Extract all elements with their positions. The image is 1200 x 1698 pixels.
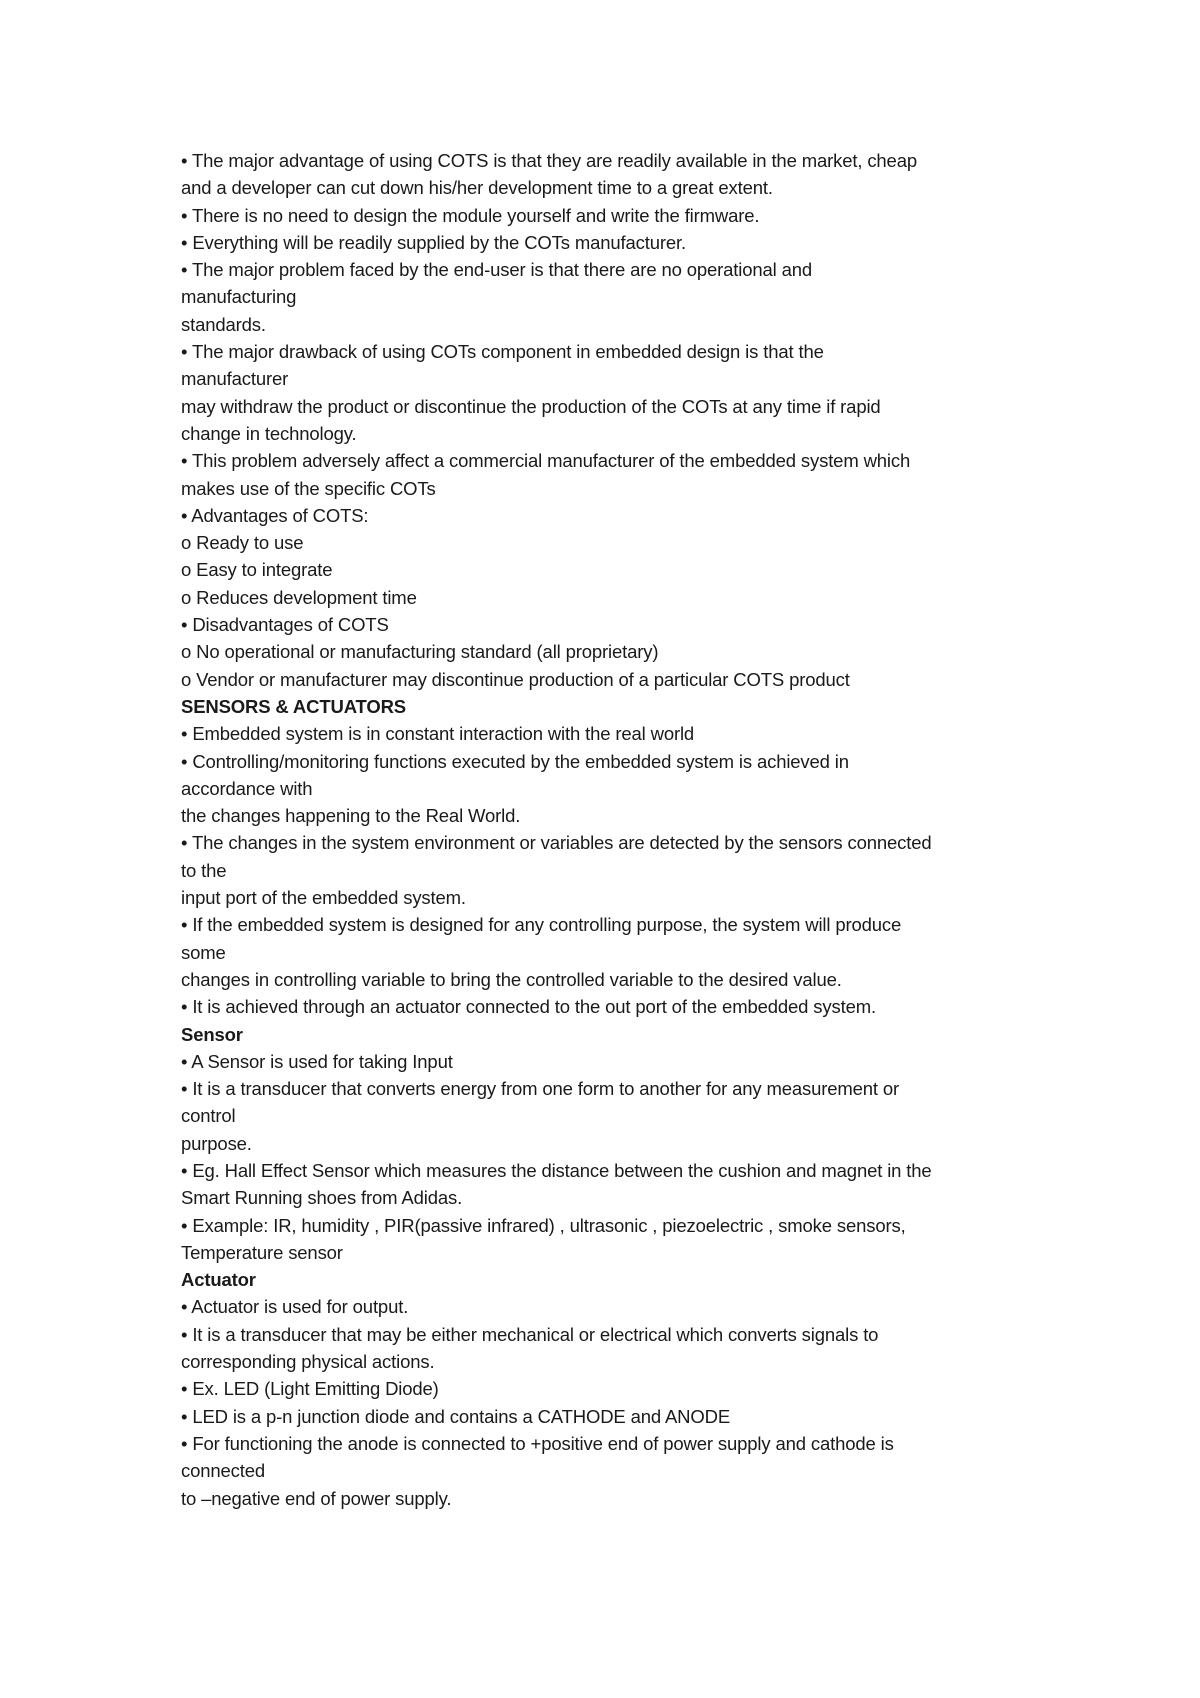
text-line: • It is achieved through an actuator connected to the out port of the embedded system.	[181, 996, 876, 1018]
text-line: and a developer can cut down his/her development time to a great extent.	[181, 177, 773, 199]
text-line: • Controlling/monitoring functions executed by the embedded system is achieved in	[181, 750, 849, 772]
text-line: to the	[181, 859, 227, 881]
text-line: • Advantages of COTS:	[181, 504, 369, 526]
text-line: • Ex. LED (Light Emitting Diode)	[181, 1378, 439, 1400]
text-line: • There is no need to design the module yourself and write the firmware.	[181, 204, 760, 226]
text-line: • It is a transducer that converts energy from one form to another for any measurement or	[181, 1078, 900, 1100]
text-line: o No operational or manufacturing standard (all proprietary)	[181, 641, 659, 663]
text-line: • Actuator is used for output.	[181, 1296, 409, 1318]
text-line: • It is a transducer that may be either mechanical or electrical which converts signals to	[181, 1323, 879, 1345]
text-line: standards.	[181, 313, 266, 335]
text-line: o Ready to use	[181, 532, 304, 554]
text-line: • Eg. Hall Effect Sensor which measures the distance between the cushion and magnet in the	[181, 1159, 932, 1181]
text-line: the changes happening to the Real World.	[181, 805, 521, 827]
text-line: manufacturing	[181, 286, 297, 308]
text-line: • For functioning the anode is connected to +positive end of power supply and cathode is	[181, 1432, 894, 1454]
text-line: • If the embedded system is designed for any controlling purpose, the system will produce	[181, 914, 902, 936]
text-line: o Vendor or manufacturer may discontinue production of a particular COTS product	[181, 668, 850, 690]
text-line: • Example: IR, humidity , PIR(passive infrared) , ultrasonic , piezoelectric , smoke sensors,	[181, 1214, 906, 1236]
text-line: • Everything will be readily supplied by the COTs manufacturer.	[181, 231, 686, 253]
text-line: • This problem adversely affect a commercial manufacturer of the embedded system which	[181, 450, 911, 472]
text-line: control	[181, 1105, 236, 1127]
text-line: makes use of the specific COTs	[181, 477, 436, 499]
text-line: purpose.	[181, 1132, 252, 1154]
text-line: may withdraw the product or discontinue the production of the COTs at any time if rapid	[181, 395, 881, 417]
text-line: • The major problem faced by the end-user is that there are no operational and	[181, 259, 813, 281]
text-line: manufacturer	[181, 368, 289, 390]
text-line: connected	[181, 1460, 266, 1482]
text-line: • A Sensor is used for taking Input	[181, 1050, 453, 1072]
text-line: some	[181, 941, 226, 963]
text-line: o Reduces development time	[181, 586, 417, 608]
section-heading: SENSORS & ACTUATORS	[181, 695, 406, 717]
text-line: • The major drawback of using COTs component in embedded design is that the	[181, 341, 824, 363]
text-line: input port of the embedded system.	[181, 887, 466, 909]
text-line: change in technology.	[181, 422, 357, 444]
text-line: to –negative end of power supply.	[181, 1487, 452, 1509]
text-line: • Embedded system is in constant interaction with the real world	[181, 723, 695, 745]
text-line: Smart Running shoes from Adidas.	[181, 1187, 463, 1209]
text-line: accordance with	[181, 777, 313, 799]
section-heading: Sensor	[181, 1023, 243, 1045]
text-line: changes in controlling variable to bring the controlled variable to the desired value.	[181, 968, 842, 990]
text-line: • LED is a p-n junction diode and contains a CATHODE and ANODE	[181, 1405, 731, 1427]
document-body	[181, 147, 1051, 1512]
text-line: o Easy to integrate	[181, 559, 333, 581]
text-line: • The changes in the system environment or variables are detected by the sensors connected	[181, 832, 932, 854]
text-line: Temperature sensor	[181, 1241, 343, 1263]
section-heading: Actuator	[181, 1269, 256, 1291]
text-line: • Disadvantages of COTS	[181, 614, 389, 636]
text-line: corresponding physical actions.	[181, 1351, 435, 1373]
text-line: • The major advantage of using COTS is that they are readily available in the market, cheap	[181, 150, 917, 171]
